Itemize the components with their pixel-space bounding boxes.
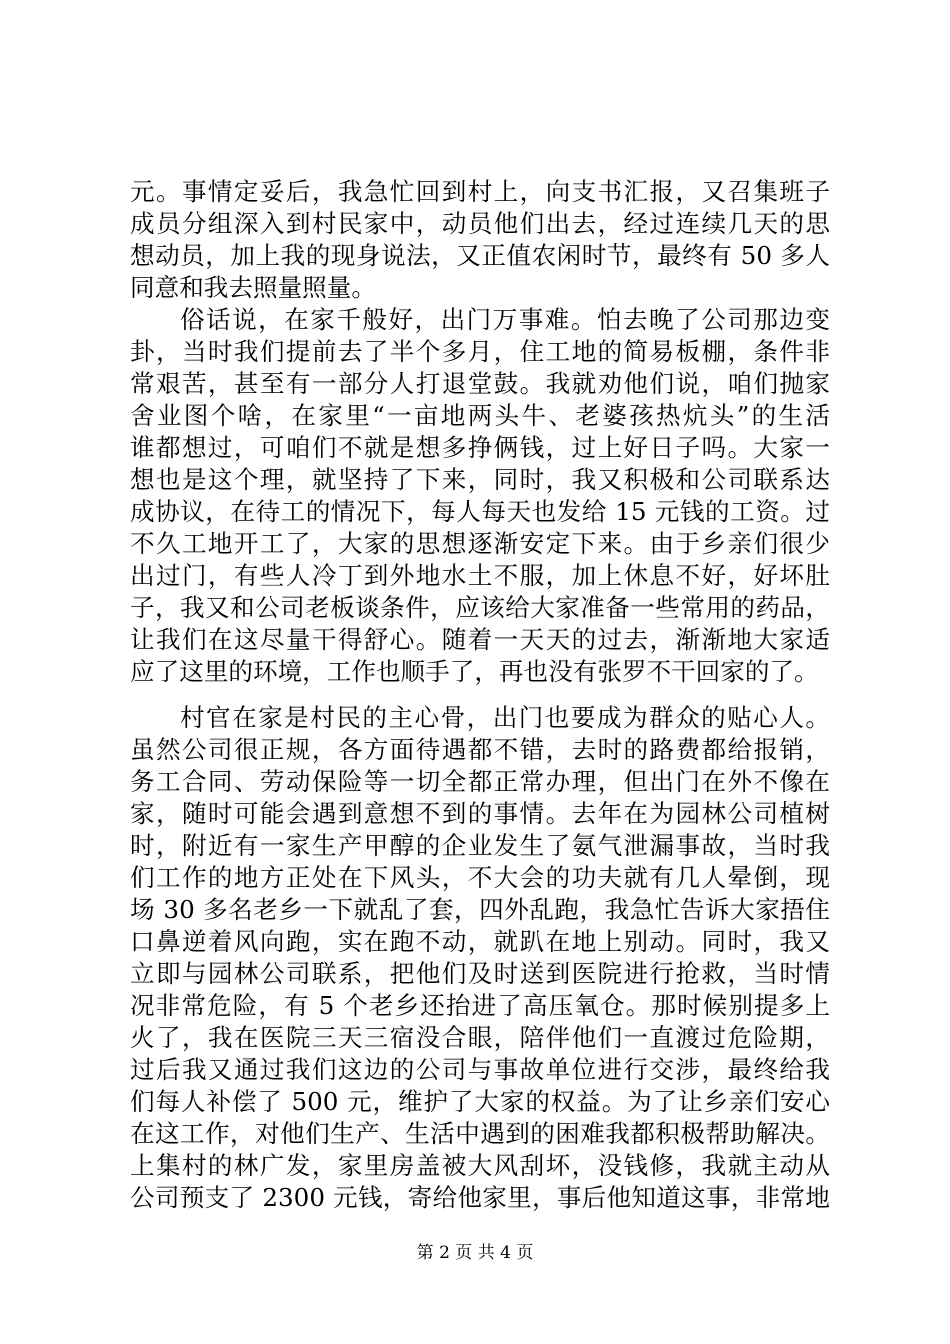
text-line: 时，附近有一家生产甲醇的企业发生了氨气泄漏事故，当时我 bbox=[130, 831, 830, 860]
text-line: 舍业图个啥，在家里“一亩地两头牛、老婆孩热炕头”的生活 bbox=[130, 401, 830, 430]
text-line: 立即与园林公司联系，把他们及时送到医院进行抢救，当时情 bbox=[130, 959, 830, 988]
text-line: 元。事情定妥后，我急忙回到村上，向支书汇报，又召集班子 bbox=[130, 177, 830, 206]
text-line: 场 30 多名老乡一下就乱了套，四外乱跑，我急忙告诉大家捂住 bbox=[130, 895, 830, 924]
paragraph-2 bbox=[130, 304, 830, 688]
text-line: 应了这里的环境，工作也顺手了，再也没有张罗不干回家的了。 bbox=[130, 657, 819, 686]
text-line: 成员分组深入到村民家中，动员他们出去，经过连续几天的思 bbox=[130, 209, 830, 238]
text-line: 上集村的林广发，家里房盖被大风刮坏，没钱修，我就主动从 bbox=[130, 1151, 830, 1180]
text-line: 们每人补偿了 500 元，维护了大家的权益。为了让乡亲们安心 bbox=[130, 1087, 830, 1116]
text-line: 家，随时可能会遇到意想不到的事情。去年在为园林公司植树 bbox=[130, 799, 830, 828]
text-line: 在这工作，对他们生产、生活中遇到的困难我都积极帮助解决。 bbox=[130, 1119, 830, 1148]
text-line: 出过门，有些人冷丁到外地水土不服，加上休息不好，好坏肚 bbox=[130, 561, 830, 590]
text-line: 况非常危险，有 5 个老乡还抬进了高压氧仓。那时候别提多上 bbox=[130, 991, 830, 1020]
text-line: 卦，当时我们提前去了半个多月，住工地的简易板棚，条件非 bbox=[130, 337, 830, 366]
text-line: 公司预支了 2300 元钱，寄给他家里，事后他知道这事，非常地 bbox=[130, 1183, 830, 1212]
page-footer: 第 2 页 共 4 页 bbox=[416, 1243, 534, 1263]
text-line: 想动员，加上我的现身说法，又正值农闲时节，最终有 50 多人 bbox=[130, 241, 830, 270]
text-line: 口鼻逆着风向跑，实在跑不动，就趴在地上别动。同时，我又 bbox=[130, 927, 830, 956]
text-line: 俗话说，在家千般好，出门万事难。怕去晚了公司那边变 bbox=[180, 305, 830, 334]
text-line: 让我们在这尽量干得舒心。随着一天天的过去，渐渐地大家适 bbox=[130, 625, 830, 654]
text-line: 虽然公司很正规，各方面待遇都不错，去时的路费都给报销， bbox=[130, 735, 830, 764]
text-line: 子，我又和公司老板谈条件，应该给大家准备一些常用的药品， bbox=[130, 593, 830, 622]
text-line: 火了，我在医院三天三宿没合眼，陪伴他们一直渡过危险期， bbox=[130, 1023, 830, 1052]
text-line: 想也是这个理，就坚持了下来，同时，我又积极和公司联系达 bbox=[130, 465, 830, 494]
text-line: 村官在家是村民的主心骨，出门也要成为群众的贴心人。 bbox=[180, 703, 830, 732]
paragraph-1 bbox=[130, 176, 830, 304]
text-line: 谁都想过，可咱们不就是想多挣俩钱，过上好日子吗。大家一 bbox=[130, 433, 830, 462]
text-line: 们工作的地方正处在下风头，不大会的功夫就有几人晕倒，现 bbox=[130, 863, 830, 892]
text-line: 同意和我去照量照量。 bbox=[130, 273, 376, 302]
text-line: 成协议，在待工的情况下，每人每天也发给 15 元钱的工资。过 bbox=[130, 497, 830, 526]
text-line: 过后我又通过我们这边的公司与事故单位进行交涉，最终给我 bbox=[130, 1055, 830, 1084]
text-line: 常艰苦，甚至有一部分人打退堂鼓。我就劝他们说，咱们抛家 bbox=[130, 369, 830, 398]
text-line: 不久工地开工了，大家的思想逐渐安定下来。由于乡亲们很少 bbox=[130, 529, 830, 558]
paragraph-3 bbox=[130, 702, 830, 1214]
text-line: 务工合同、劳动保险等一切全都正常办理，但出门在外不像在 bbox=[130, 767, 830, 796]
